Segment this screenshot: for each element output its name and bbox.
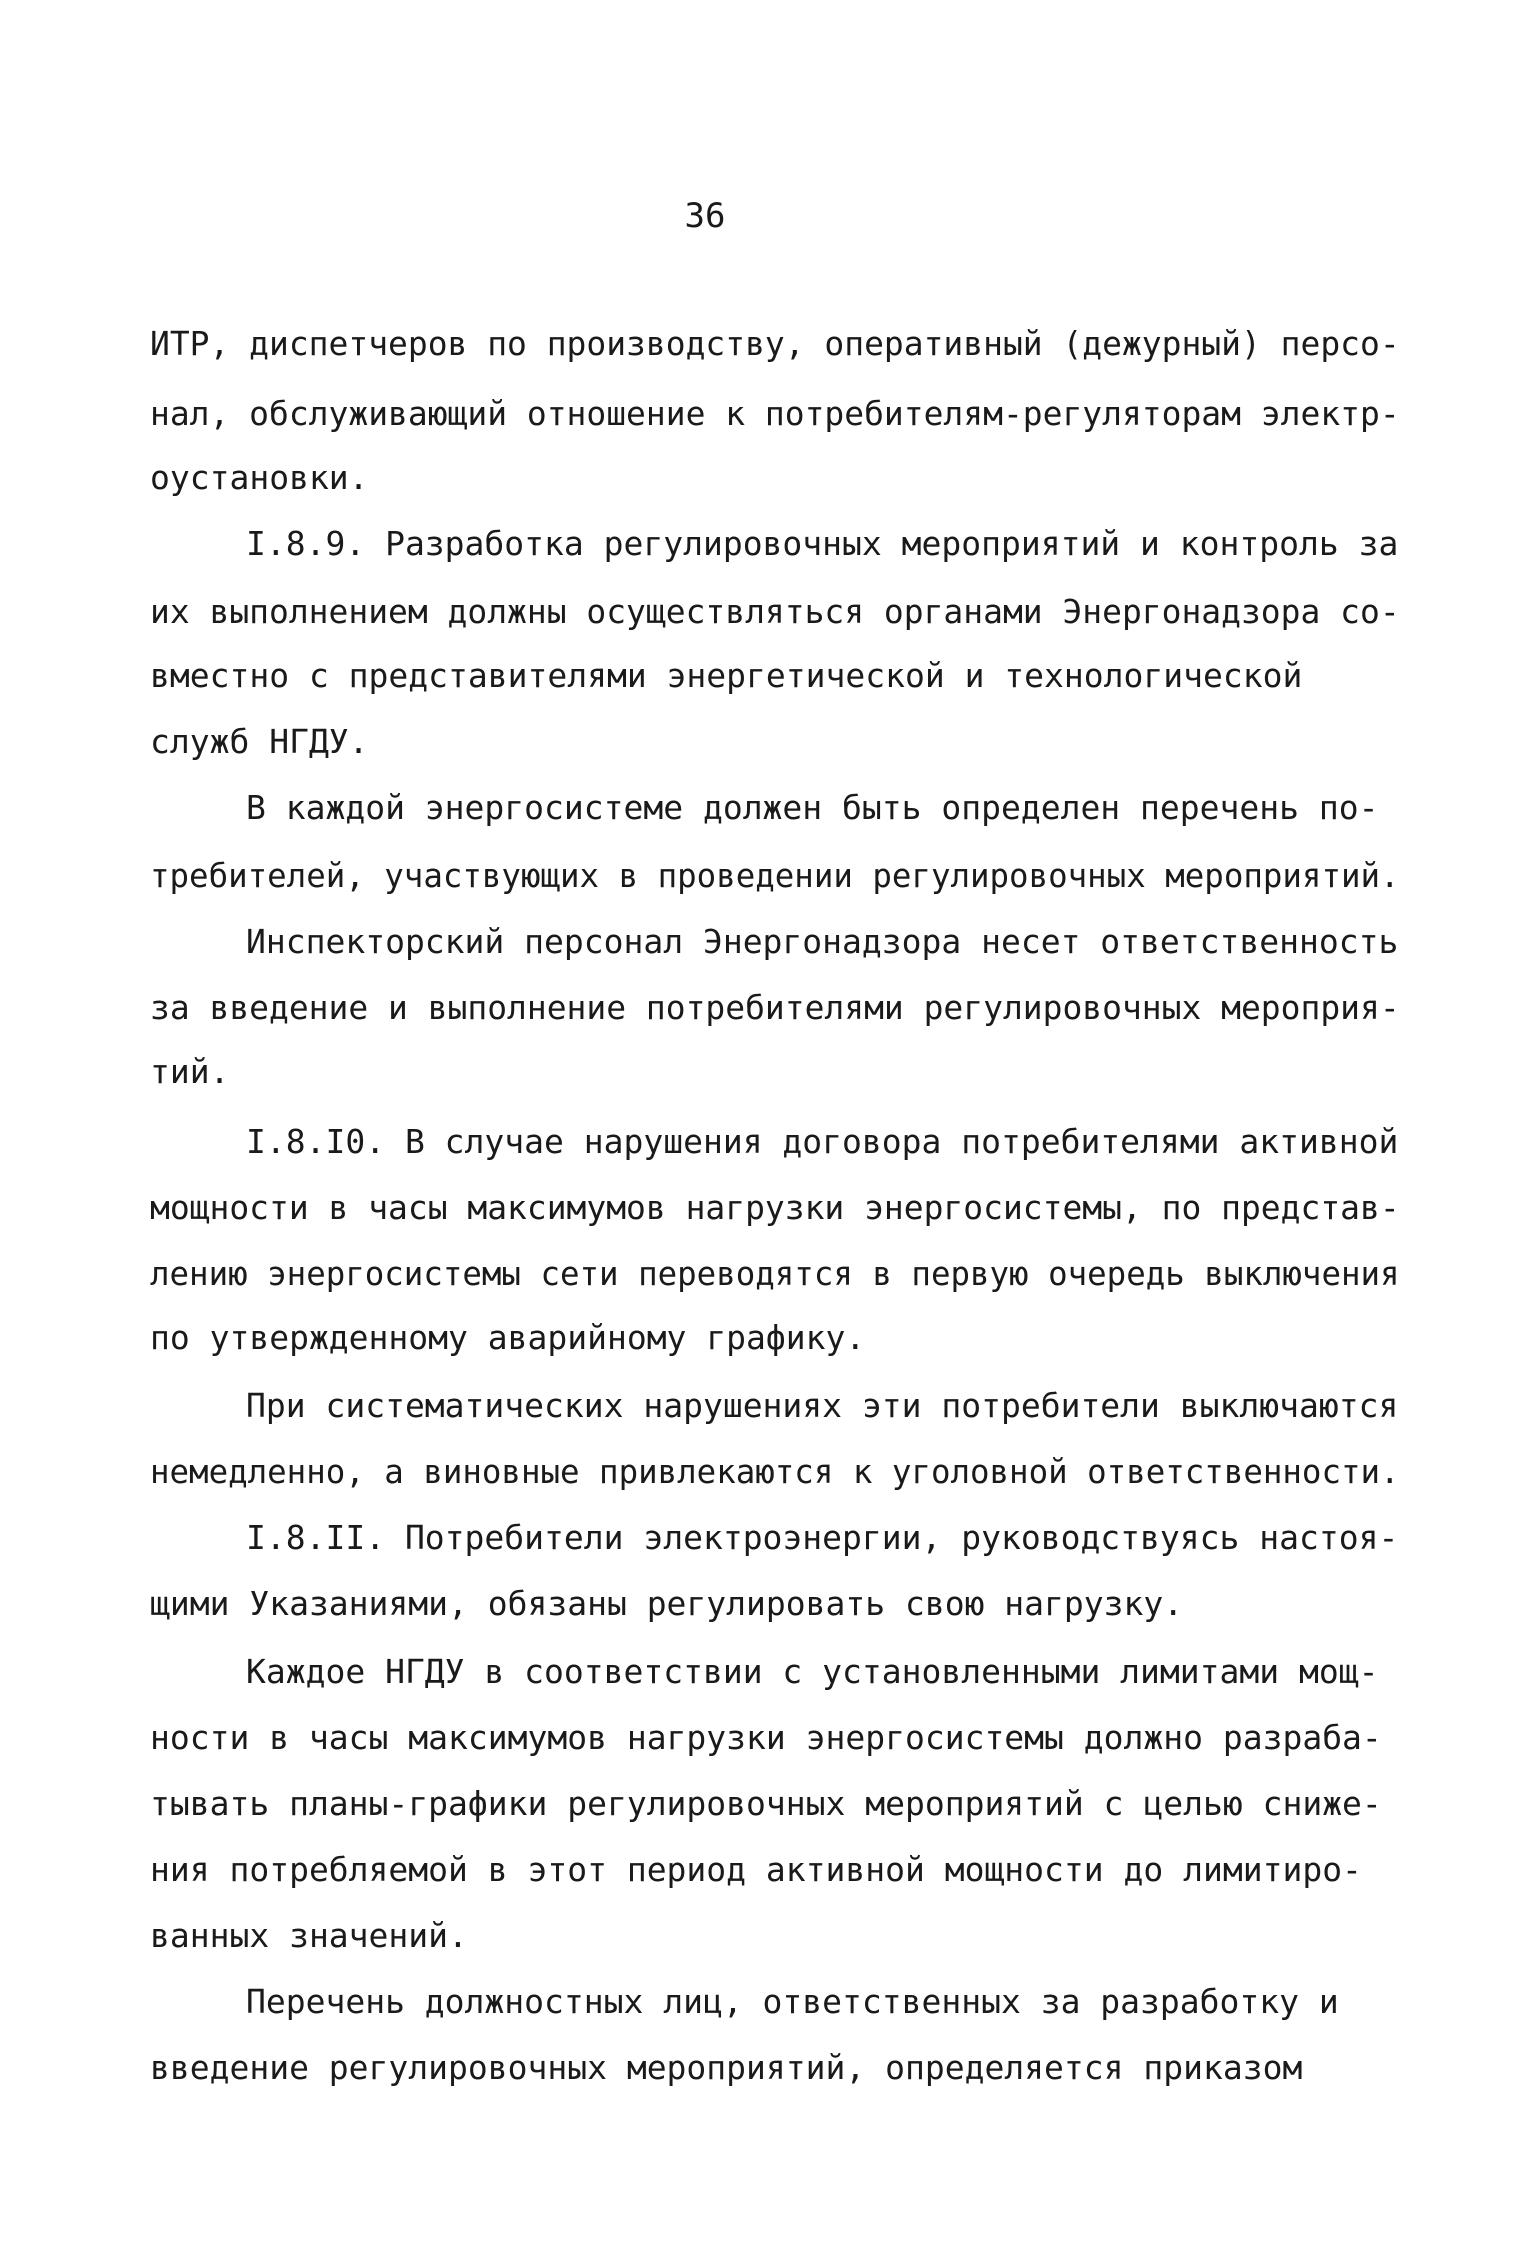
text-line: за введение и выполнение потребителями регулировочных мероприя-	[150, 988, 1400, 1027]
page-number: 36	[684, 196, 726, 236]
text-line: щими Указаниями, обязаны регулировать свою нагрузку.	[150, 1584, 1184, 1623]
text-line: Каждое НГДУ в соответствии с установленными лимитами мощ-	[246, 1652, 1379, 1691]
text-line: ния потребляемой в этот период активной мощности до лимитиро-	[150, 1850, 1362, 1889]
text-line: тывать планы-графики регулировочных мероприятий с целью сниже-	[150, 1784, 1382, 1823]
text-line: мощности в часы максимумов нагрузки энергосистемы, по представ-	[150, 1188, 1400, 1227]
text-line: тий.	[150, 1052, 230, 1091]
text-line: В каждой энергосистеме должен быть определен перечень по-	[246, 788, 1379, 827]
text-line: по утвержденному аварийному графику.	[150, 1318, 866, 1357]
text-line: Перечень должностных лиц, ответственных за разработку и	[246, 1982, 1339, 2021]
text-line: оустановки.	[150, 458, 369, 497]
text-line: I.8.9. Разработка регулировочных мероприятий и контроль за	[246, 524, 1399, 563]
text-line: ИТР, диспетчеров по производству, оперативный (дежурный) персо-	[150, 324, 1400, 363]
text-line: ности в часы максимумов нагрузки энергосистемы должно разраба-	[150, 1718, 1382, 1757]
text-line: I.8.I0. В случае нарушения договора потребителями активной	[246, 1122, 1399, 1161]
text-line: ванных значений.	[150, 1916, 468, 1955]
text-line: требителей, участвующих в проведении регулировочных мероприятий.	[150, 856, 1400, 895]
text-line: их выполнением должны осуществляться органами Энергонадзора со-	[150, 592, 1400, 631]
text-line: лению энергосистемы сети переводятся в первую очередь выключения	[150, 1254, 1400, 1293]
text-line: Инспекторский персонал Энергонадзора несет ответственность	[246, 922, 1399, 961]
text-line: введение регулировочных мероприятий, определяется приказом	[150, 2048, 1303, 2087]
text-line: немедленно, а виновные привлекаются к уголовной ответственности.	[150, 1452, 1400, 1491]
text-line: вместно с представителями энергетической и технологической	[150, 656, 1303, 695]
text-line: служб НГДУ.	[150, 722, 369, 761]
text-line: I.8.II. Потребители электроэнергии, руководствуясь настоя-	[246, 1518, 1399, 1557]
text-line: нал, обслуживающий отношение к потребителям-регуляторам электр-	[150, 394, 1400, 433]
text-line: При систематических нарушениях эти потребители выключаются	[246, 1386, 1399, 1425]
